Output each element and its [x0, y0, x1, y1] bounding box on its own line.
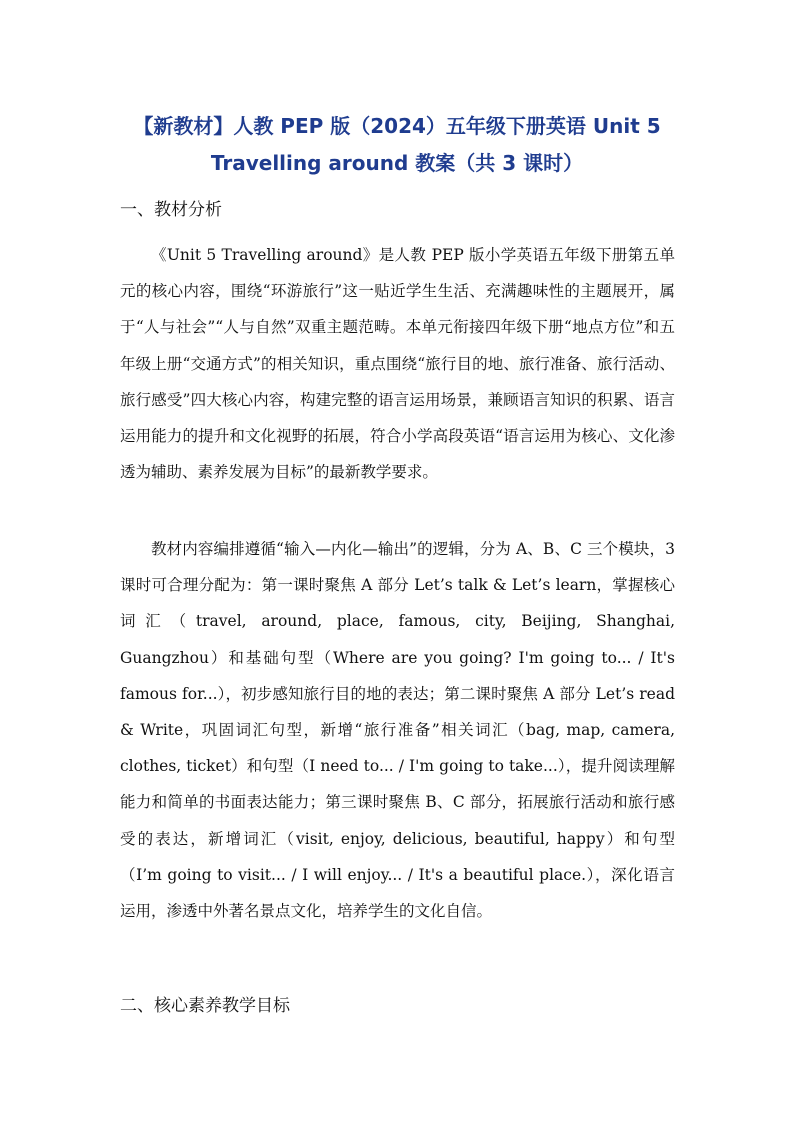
paragraph-textbook-overview: 《Unit 5 Travelling around》是人教 PEP 版小学英语五年级下册第五单元的核心内容，围绕“环游旅行”这一贴近学生生活、充满趣味性的主题展开，属于“人与社会”“人与自然”双重主题范畴。本单元衔接四年级下册“地点方位”和五年级上册“交通方式”的相关知识，重点围绕“旅行目的地、旅行准备、旅行活动、旅行感受”四大核心内容，构建完整的语言运用场景，兼顾语言知识的积累、语言运用能力的提升和文化视野的拓展，符合小学高段英语“语言运用为核心、文化渗透为辅助、素养发展为目标”的最新教学要求。 [120, 246, 675, 482]
document-title-line-1: 【新教材】人教 PEP 版（2024）五年级下册英语 Unit 5 [133, 114, 661, 138]
document-title [100, 108, 694, 182]
section-heading-textbook-analysis: 一、教材分析 [120, 200, 222, 220]
section-heading-core-literacy-objectives: 二、核心素养教学目标 [120, 996, 290, 1016]
paragraph-lesson-arrangement: 教材内容编排遵循“输入—内化—输出”的逻辑，分为 A、B、C 三个模块，3 课时可合理分配为：第一课时聚焦 A 部分 Let’s talk & Let’s learn，掌握核心词汇（travel, around, place, famous, city, Beijing, Shanghai, Guangzhou）和基础句型（Where are you going? I'm going to... / It's famous for...），初步感知旅行目的地的表达；第二课时聚焦 A 部分 Let’s read & Write，巩固词汇句型，新增“旅行准备”相关词汇（bag, map, camera, clothes, ticket）和句型（I need to... / I'm going to take...），提升阅读理解能力和简单的书面表达能力；第三课时聚焦 B、C 部分，拓展旅行活动和旅行感受的表达，新增词汇（visit, enjoy, delicious, beautiful, happy）和句型（I’m going to visit... / I will enjoy... / It's a beautiful place.），深化语言运用，渗透中外著名景点文化，培养学生的文化自信。 [120, 540, 675, 921]
document-title-line-2: Travelling around 教案（共 3 课时） [210, 151, 584, 175]
